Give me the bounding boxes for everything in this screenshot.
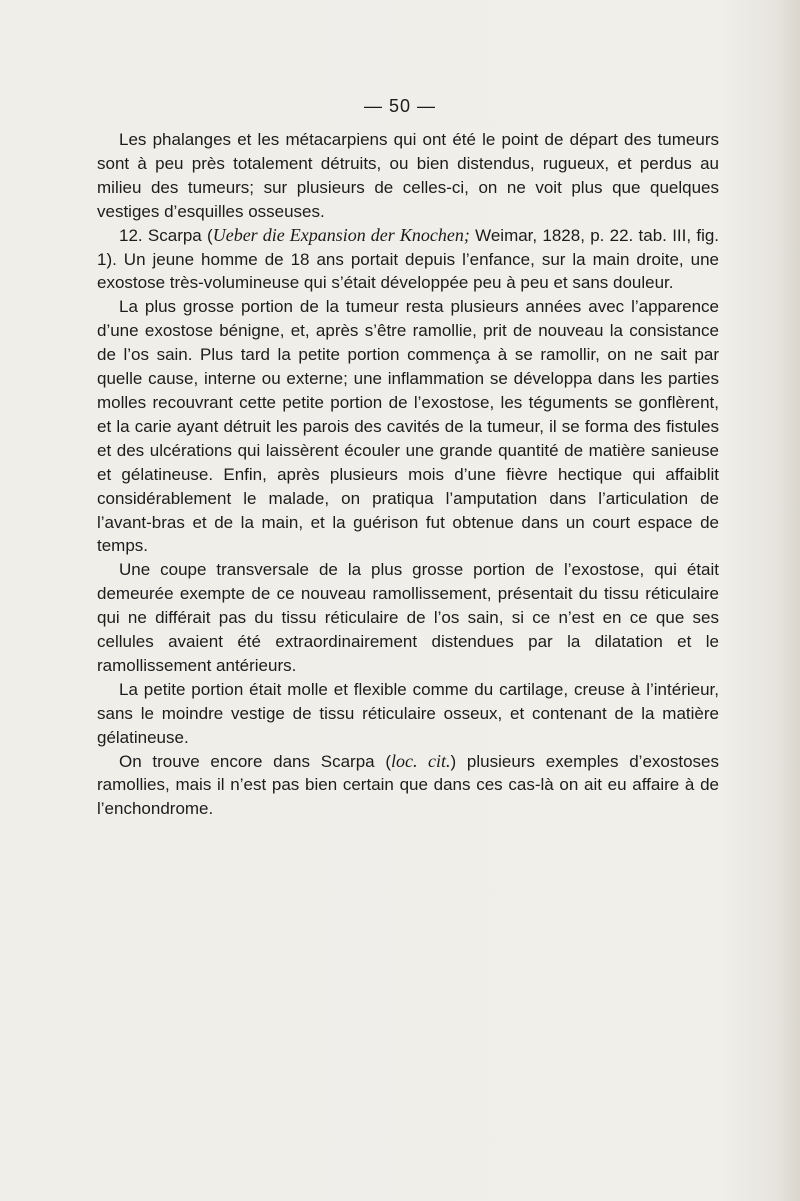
- paragraph-6-text-b: ) plusieurs exemples d’exostoses ramollies, mais il n’est pas bien certain que dans ces cas-là on ait eu affaire à de l’enchondrome.: [97, 751, 719, 819]
- paragraph-2-text-a: 12. Scarpa (: [119, 225, 213, 245]
- paragraph-2-text-b: Weimar, 1828, p. 22. tab.: [469, 225, 673, 245]
- paragraph-2: [97, 224, 719, 296]
- paragraph-4-text: Une coupe transversale de la plus grosse portion de l’exostose, qui était demeurée exempte de ce nouveau ramollissement, présentait du tissu réticulaire qui ne différait pas du tissu réticulaire de l’os sain, si ce n’est en ce que ses cellules avaient été extraordinairement distendues par la dilatation et le ramollissement antérieurs.: [97, 560, 719, 675]
- paragraph-5-text: La petite portion était molle et flexible comme du cartilage, creuse à l’intérieur, sans le moindre vestige de tissu réticulaire osseux, et contenant de la matière gélatineuse.: [97, 679, 719, 747]
- paragraph-1-text: Les phalanges et les métacarpiens qui ont été le point de départ des tumeurs sont à peu près totalement détruits, ou bien distendus, rugueux, et perdus au milieu des tumeurs; sur plusieurs de celles-ci, on ne voit plus que quelques vestiges d’esquilles osseuses.: [97, 130, 719, 221]
- paragraph-6: [97, 750, 719, 822]
- page-number: — 50 —: [363, 96, 437, 116]
- paragraph-6-text-a: On trouve encore dans Scarpa (: [119, 751, 392, 771]
- plate-roman-numeral: III: [672, 225, 687, 245]
- paragraph-3-text: La plus grosse portion de la tumeur resta plusieurs années avec l’apparence d’une exostose bénigne, et, après s’être ramollie, prit de nouveau la consistance de l’os sain. Plus tard la petite portion commença à se ramollir, on ne sait par quelle cause, interne ou externe; une inflammation se développa dans les parties molles recouvrant cette petite portion de l’exostose, les téguments se gonflèrent, et la carie ayant détruit les parois des cavités de la tumeur, il se forma des fistules et des ulcérations qui laissèrent écouler une grande quantité de matière sanieuse et gélatineuse. Enfin, après plusieurs mois d’une fièvre hectique qui affaiblit considérablement le malade, on pratiqua l’amputation dans l’articulation de l’avant-bras et de la main, et la guérison fut obtenue dans un court espace de temps.: [97, 297, 719, 556]
- paragraph-5: [97, 678, 719, 750]
- paragraph-2-text-c: , fig. 1). Un jeune homme de 18 ans portait depuis l’enfance, sur la main droite, une exostose très-volumineuse qui s’était développée peu à peu et sans douleur.: [97, 225, 720, 293]
- loc-cit: loc. cit.: [391, 750, 451, 771]
- citation-title: Ueber die Expansion der Knochen;: [212, 224, 470, 245]
- paragraph-4: [97, 558, 719, 678]
- paragraph-3: [97, 295, 719, 558]
- body-text: [97, 128, 719, 821]
- paragraph-1: [97, 128, 719, 224]
